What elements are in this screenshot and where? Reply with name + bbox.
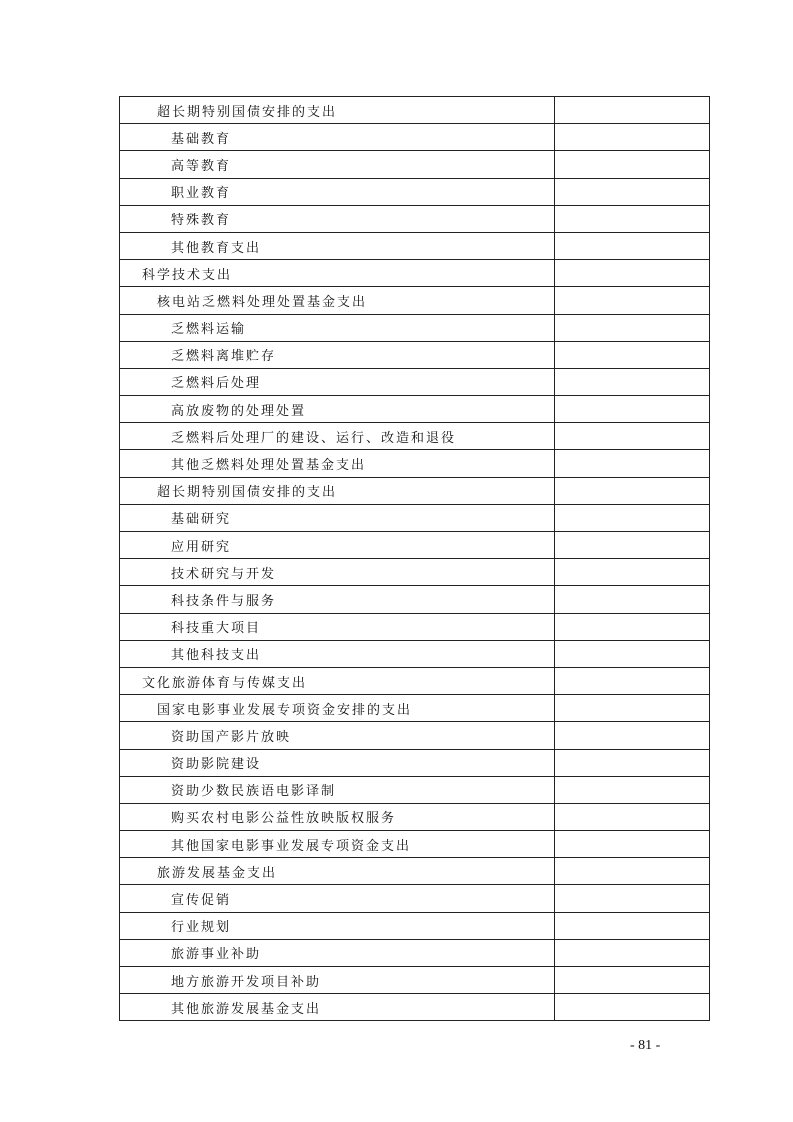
row-value bbox=[555, 396, 710, 423]
table-row bbox=[120, 858, 710, 885]
table-row bbox=[120, 178, 710, 205]
row-label: 其他国家电影事业发展专项资金支出 bbox=[120, 831, 555, 858]
row-value bbox=[555, 994, 710, 1021]
row-label: 特殊教育 bbox=[120, 205, 555, 232]
row-value bbox=[555, 450, 710, 477]
table-row bbox=[120, 613, 710, 640]
row-label: 超长期特别国债安排的支出 bbox=[120, 477, 555, 504]
row-value bbox=[555, 477, 710, 504]
row-label: 资助影院建设 bbox=[120, 749, 555, 776]
table-row bbox=[120, 205, 710, 232]
table-row bbox=[120, 477, 710, 504]
table-row bbox=[120, 314, 710, 341]
row-label: 科学技术支出 bbox=[120, 260, 555, 287]
table-row bbox=[120, 559, 710, 586]
row-label: 科技条件与服务 bbox=[120, 586, 555, 613]
row-value bbox=[555, 151, 710, 178]
row-label: 其他旅游发展基金支出 bbox=[120, 994, 555, 1021]
row-label: 宣传促销 bbox=[120, 885, 555, 912]
row-value bbox=[555, 613, 710, 640]
row-label: 基础教育 bbox=[120, 124, 555, 151]
table-row bbox=[120, 504, 710, 531]
row-label: 技术研究与开发 bbox=[120, 559, 555, 586]
row-label: 高等教育 bbox=[120, 151, 555, 178]
table-row bbox=[120, 885, 710, 912]
row-value bbox=[555, 260, 710, 287]
table-row bbox=[120, 939, 710, 966]
table-row bbox=[120, 341, 710, 368]
row-value bbox=[555, 124, 710, 151]
budget-table bbox=[119, 96, 710, 1021]
row-value bbox=[555, 695, 710, 722]
row-value bbox=[555, 912, 710, 939]
row-label: 高放废物的处理处置 bbox=[120, 396, 555, 423]
table-row bbox=[120, 695, 710, 722]
table-row bbox=[120, 586, 710, 613]
table-row bbox=[120, 667, 710, 694]
table-row bbox=[120, 423, 710, 450]
row-value bbox=[555, 803, 710, 830]
row-value bbox=[555, 559, 710, 586]
table-row bbox=[120, 450, 710, 477]
table-row bbox=[120, 912, 710, 939]
row-label: 行业规划 bbox=[120, 912, 555, 939]
row-label: 基础研究 bbox=[120, 504, 555, 531]
table-row bbox=[120, 396, 710, 423]
row-label: 乏燃料离堆贮存 bbox=[120, 341, 555, 368]
row-label: 其他科技支出 bbox=[120, 640, 555, 667]
row-label: 文化旅游体育与传媒支出 bbox=[120, 667, 555, 694]
row-label: 其他乏燃料处理处置基金支出 bbox=[120, 450, 555, 477]
table-row bbox=[120, 151, 710, 178]
row-value bbox=[555, 667, 710, 694]
row-value bbox=[555, 232, 710, 259]
row-label: 资助少数民族语电影译制 bbox=[120, 776, 555, 803]
table-row bbox=[120, 368, 710, 395]
row-label: 科技重大项目 bbox=[120, 613, 555, 640]
row-value bbox=[555, 967, 710, 994]
row-value bbox=[555, 858, 710, 885]
row-value bbox=[555, 205, 710, 232]
table-row bbox=[120, 532, 710, 559]
row-label: 购买农村电影公益性放映版权服务 bbox=[120, 803, 555, 830]
row-value bbox=[555, 532, 710, 559]
row-value bbox=[555, 423, 710, 450]
row-label: 地方旅游开发项目补助 bbox=[120, 967, 555, 994]
table-row bbox=[120, 803, 710, 830]
table-row bbox=[120, 640, 710, 667]
row-label: 超长期特别国债安排的支出 bbox=[120, 97, 555, 124]
table-row bbox=[120, 287, 710, 314]
table-row bbox=[120, 124, 710, 151]
row-value bbox=[555, 314, 710, 341]
table-row bbox=[120, 260, 710, 287]
row-value bbox=[555, 178, 710, 205]
page-number: - 81 - bbox=[630, 1038, 661, 1053]
table-row bbox=[120, 831, 710, 858]
row-value bbox=[555, 749, 710, 776]
row-value bbox=[555, 341, 710, 368]
table-row bbox=[120, 722, 710, 749]
budget-table-body bbox=[120, 97, 710, 1021]
table-row bbox=[120, 749, 710, 776]
table-row bbox=[120, 967, 710, 994]
row-value bbox=[555, 885, 710, 912]
row-label: 国家电影事业发展专项资金安排的支出 bbox=[120, 695, 555, 722]
row-label: 旅游发展基金支出 bbox=[120, 858, 555, 885]
row-label: 应用研究 bbox=[120, 532, 555, 559]
row-label: 乏燃料后处理厂的建设、运行、改造和退役 bbox=[120, 423, 555, 450]
table-row bbox=[120, 232, 710, 259]
row-value bbox=[555, 287, 710, 314]
table-row bbox=[120, 97, 710, 124]
row-label: 乏燃料运输 bbox=[120, 314, 555, 341]
row-value bbox=[555, 831, 710, 858]
row-value bbox=[555, 722, 710, 749]
row-label: 乏燃料后处理 bbox=[120, 368, 555, 395]
row-value bbox=[555, 504, 710, 531]
table-row bbox=[120, 994, 710, 1021]
row-value bbox=[555, 640, 710, 667]
row-value bbox=[555, 97, 710, 124]
row-label: 其他教育支出 bbox=[120, 232, 555, 259]
row-label: 资助国产影片放映 bbox=[120, 722, 555, 749]
row-value bbox=[555, 586, 710, 613]
row-label: 旅游事业补助 bbox=[120, 939, 555, 966]
row-label: 职业教育 bbox=[120, 178, 555, 205]
row-value bbox=[555, 368, 710, 395]
row-value bbox=[555, 939, 710, 966]
table-row bbox=[120, 776, 710, 803]
row-label: 核电站乏燃料处理处置基金支出 bbox=[120, 287, 555, 314]
row-value bbox=[555, 776, 710, 803]
